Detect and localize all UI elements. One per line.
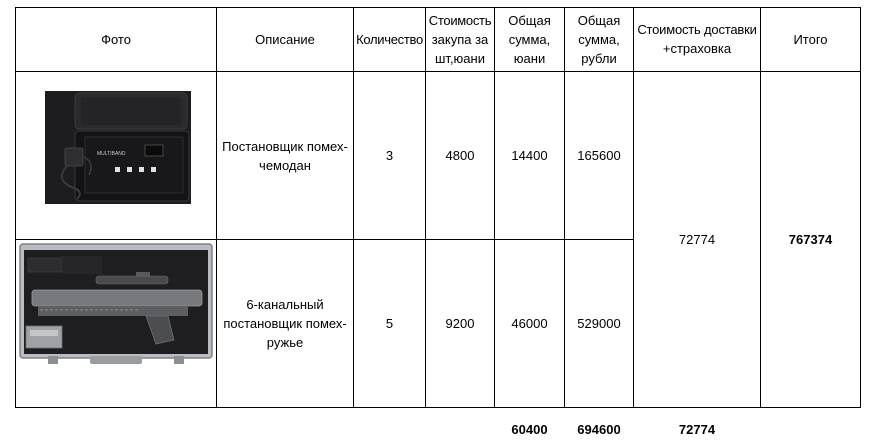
row1-unit-cost: 4800: [445, 148, 475, 163]
row1-description: Постановщик помех- чемодан: [222, 138, 348, 173]
row2-total-rub: 529000: [577, 316, 621, 331]
grand-total-cell: 767374: [788, 232, 833, 247]
suitcase-jammer-photo: [45, 91, 191, 204]
row1-total-rub: 165600: [577, 148, 621, 163]
grid-line: [860, 7, 861, 408]
row2-unit-cost: 9200: [445, 316, 475, 331]
header-quantity: Количество: [356, 32, 423, 47]
row1-quantity: 3: [385, 148, 394, 163]
total-rub: 694600: [577, 421, 621, 437]
grid-line: [15, 407, 861, 408]
header-description: Описание: [255, 32, 315, 47]
header-delivery: Стоимость доставки +страховка: [637, 22, 757, 56]
delivery-cost-cell: 72774: [678, 232, 716, 247]
row2-quantity: 5: [385, 316, 394, 331]
header-photo: Фото: [101, 32, 131, 47]
header-grand-total: Итого: [793, 32, 828, 47]
rifle-jammer-photo: [18, 242, 214, 368]
header-total-yuan: Общая сумма, юани: [508, 13, 551, 66]
total-yuan: 60400: [511, 421, 548, 437]
header-unit-cost: Стоимость закупа за шт,юани: [428, 13, 492, 66]
device-label: MULTIBAND: [97, 151, 126, 157]
total-delivery: 72774: [678, 421, 716, 437]
header-total-rub: Общая сумма, рубли: [577, 13, 621, 66]
row2-total-yuan: 46000: [511, 316, 548, 331]
row2-description: 6-канальный постановщик помех- ружье: [223, 297, 347, 350]
row1-total-yuan: 14400: [511, 148, 548, 163]
